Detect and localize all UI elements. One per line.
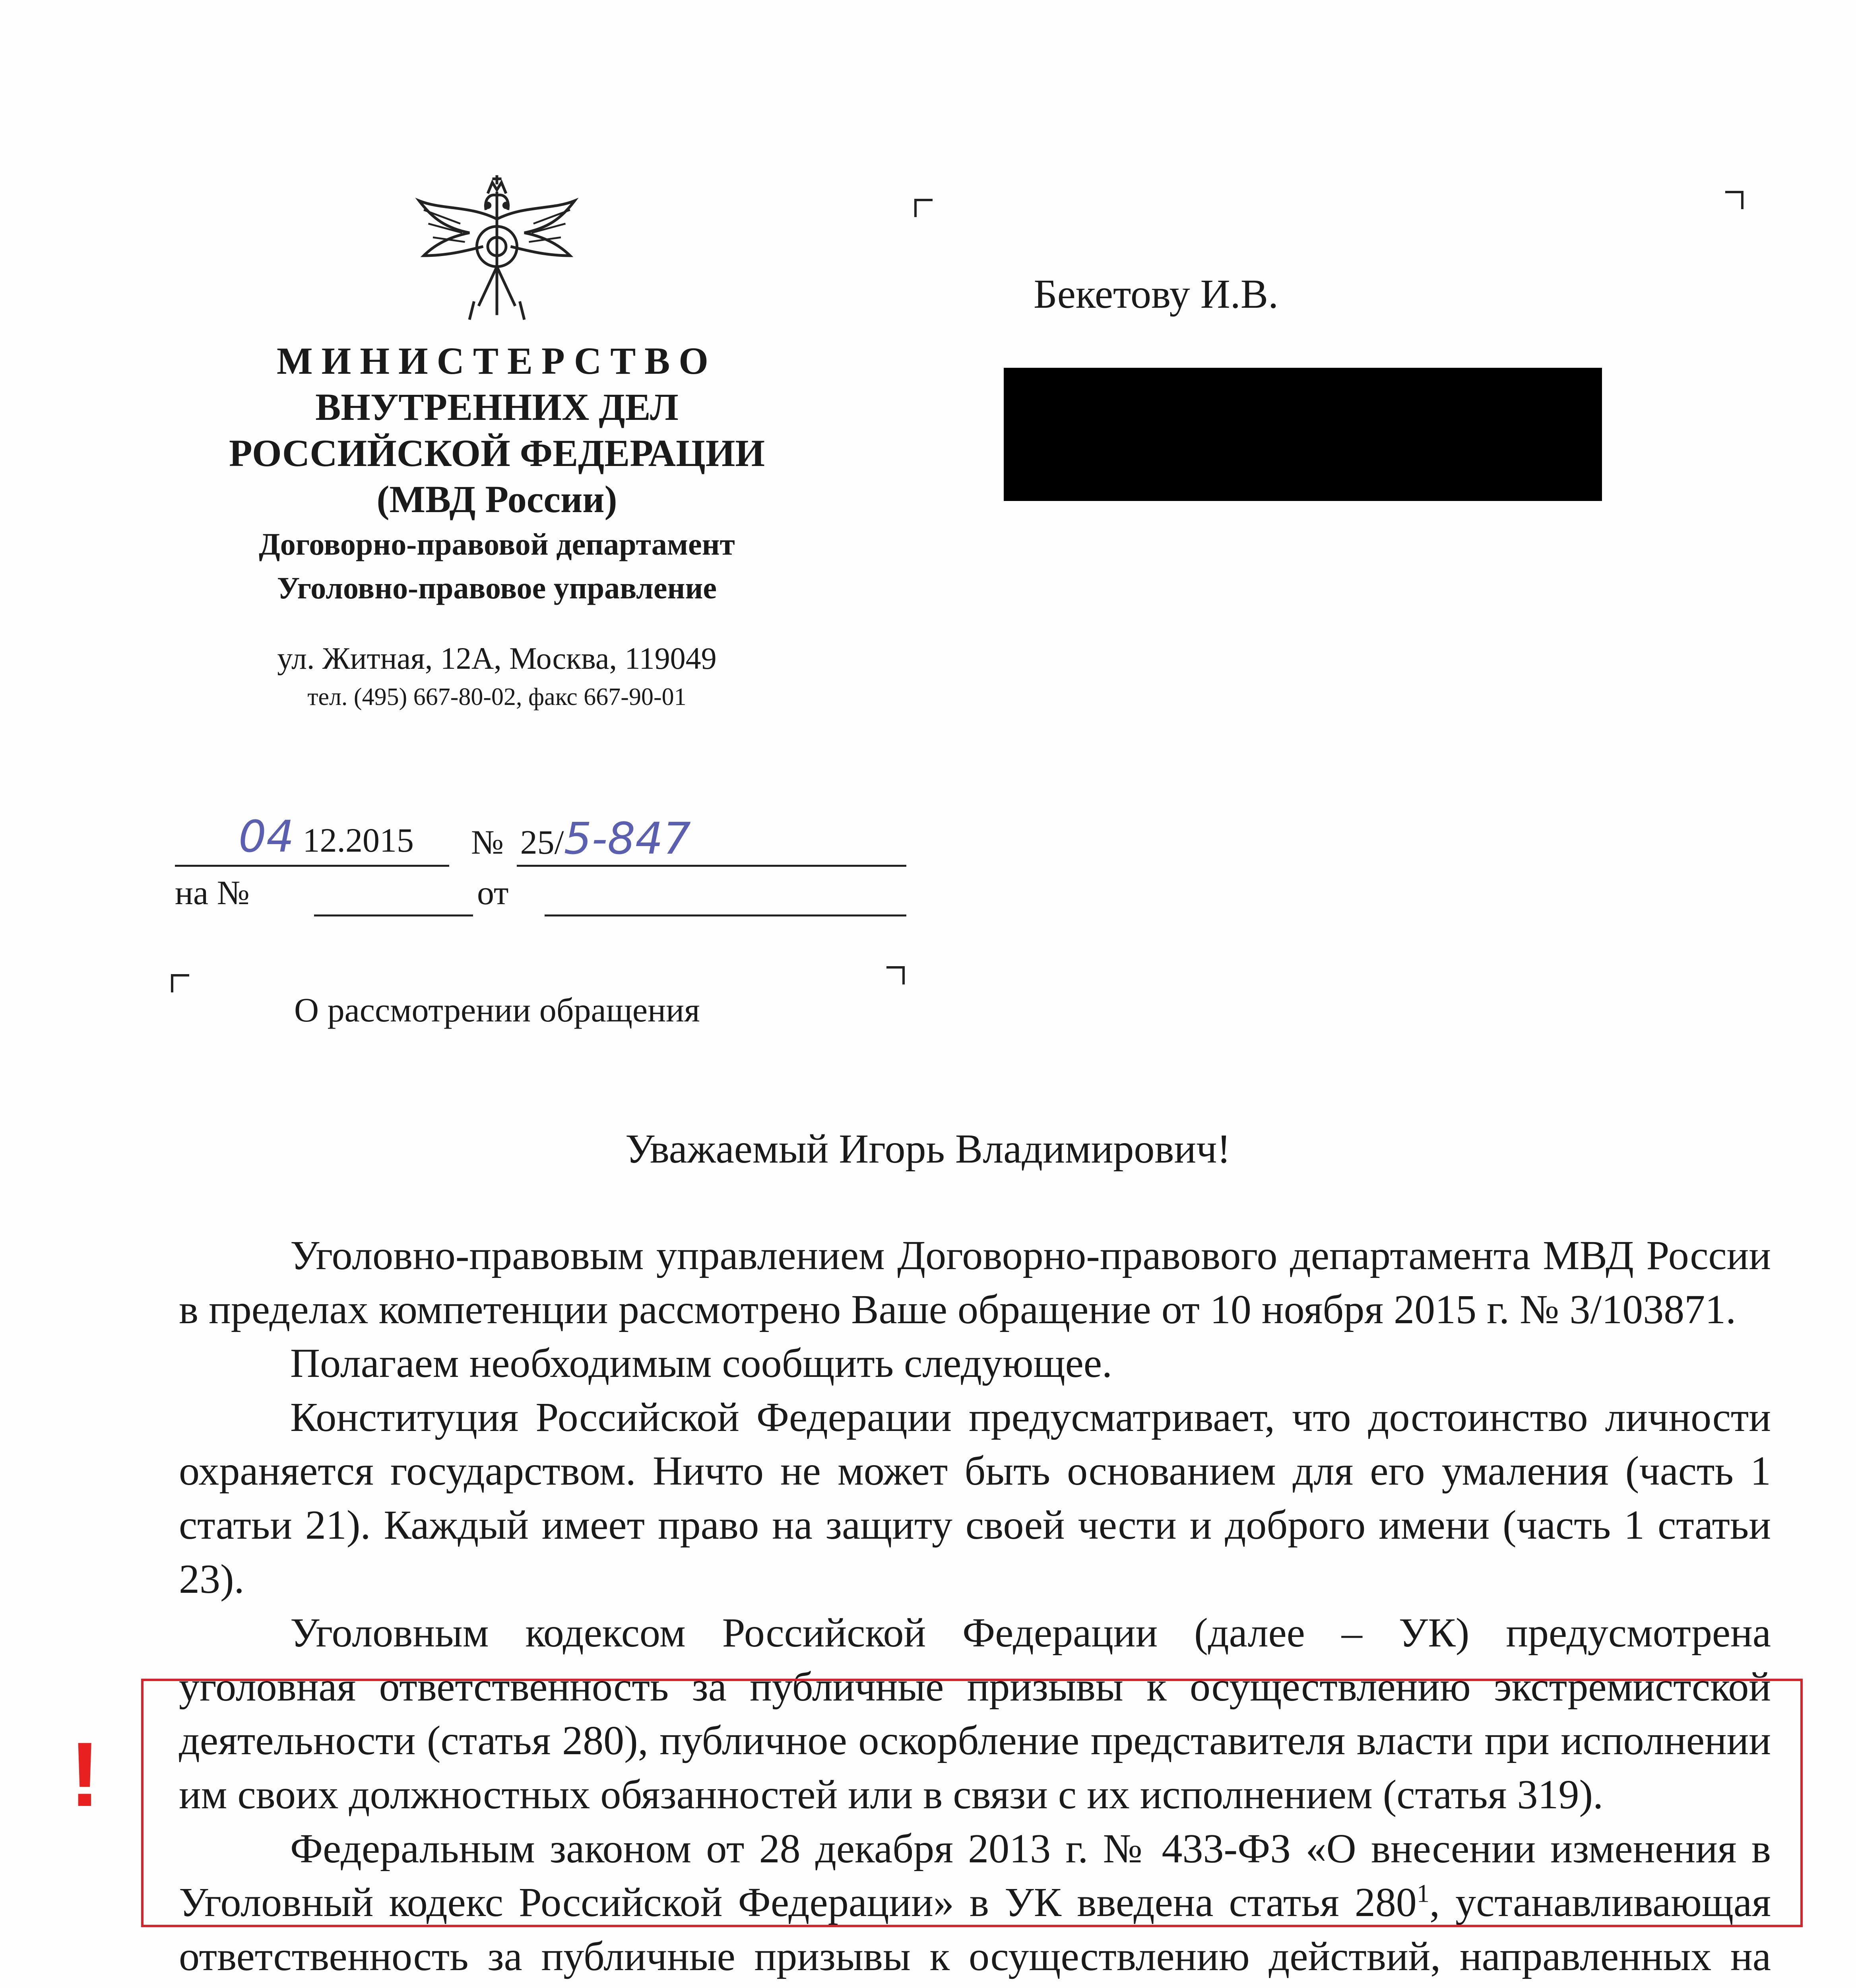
date-printed: 12.2015 (303, 821, 414, 859)
recipient-corner-right (1725, 191, 1744, 209)
paragraph-3: Конституция Российской Федерации предусматривает, что достоинство личности охраняется государством. Ничто не может быть основанием для его умаления (часть 1 статьи 21). Каждый имеет право на защиту своей чести и доброго имени (часть 1 статьи 23). (179, 1394, 1771, 1602)
number-underline (517, 865, 906, 867)
subject-corner-right (886, 966, 905, 984)
ministry-title-2: ВНУТРЕННИХ ДЕЛ (315, 386, 679, 428)
paragraph-5-superscript: 1 (1416, 1879, 1430, 1908)
paragraph-1: Уголовно-правовым управлением Договорно-правового департамента МВД России в пределах компетенции рассмотрено Ваше обращение от 10 ноября 2015 г. № 3/103871. (179, 1233, 1771, 1332)
ref-underline (314, 914, 473, 916)
redacted-address (1004, 368, 1602, 501)
address: ул. Житная, 12А, Москва, 119049 (277, 641, 717, 676)
letterhead (167, 155, 827, 715)
ministry-title: МИНИСТЕРСТВО (277, 340, 717, 382)
registration-date (239, 811, 414, 862)
department-name: Договорно-правовой департамент (259, 527, 735, 561)
greeting: Уважаемый Игорь Владимирович! (625, 1126, 1231, 1172)
phone: тел. (495) 667-80-02, факс 667-90-01 (307, 683, 687, 711)
handwritten-day: 04 (239, 811, 294, 862)
recipient-name: Бекетову И.В. (1034, 271, 1279, 317)
subject-corner-left (171, 974, 189, 992)
paragraph-5-text-cont: , устанавливающая ответственность за публичные призывы к осуществлению действий, направленных на (179, 1879, 1771, 1979)
paragraph-2: Полагаем необходимым сообщить следующее. (290, 1340, 1113, 1386)
mvd-emblem-icon (405, 155, 588, 338)
division-name: Уголовно-правовое управление (277, 571, 717, 605)
ministry-abbr: (МВД России) (376, 478, 617, 520)
number-label: № (471, 823, 504, 861)
recipient-corner-left (914, 199, 933, 217)
ref-label: на № (175, 874, 250, 912)
highlight-box (141, 1679, 1803, 1927)
subject-line: О рассмотрении обращения (294, 991, 700, 1029)
paragraph-5-text: Федеральным законом от 28 декабря 2013 г. № 433-ФЗ «О внесении изменения в Уголовный кодекс Российской Федерации» в УК введена статья 280 (179, 1825, 1771, 1926)
ministry-title-3: РОССИЙСКОЙ ФЕДЕРАЦИИ (229, 432, 765, 474)
date-underline (175, 865, 449, 867)
handwritten-number: 5-847 (564, 813, 691, 864)
number-printed: 25/ (520, 823, 564, 861)
from-underline (545, 914, 906, 916)
paragraph-4: Уголовным кодексом Российской Федерации (далее – УК) предусмотрена уголовная ответственность за публичные призывы к осуществлению экстремистской деятельности (статья 280), публичное оскорбление представителя власти при исполнении им своих должностных обязанностей или в связи с их исполнением (статья 319). (179, 1610, 1771, 1817)
registration-number (471, 813, 691, 864)
exclamation-mark: ! (70, 1723, 100, 1825)
from-label: от (477, 874, 509, 912)
